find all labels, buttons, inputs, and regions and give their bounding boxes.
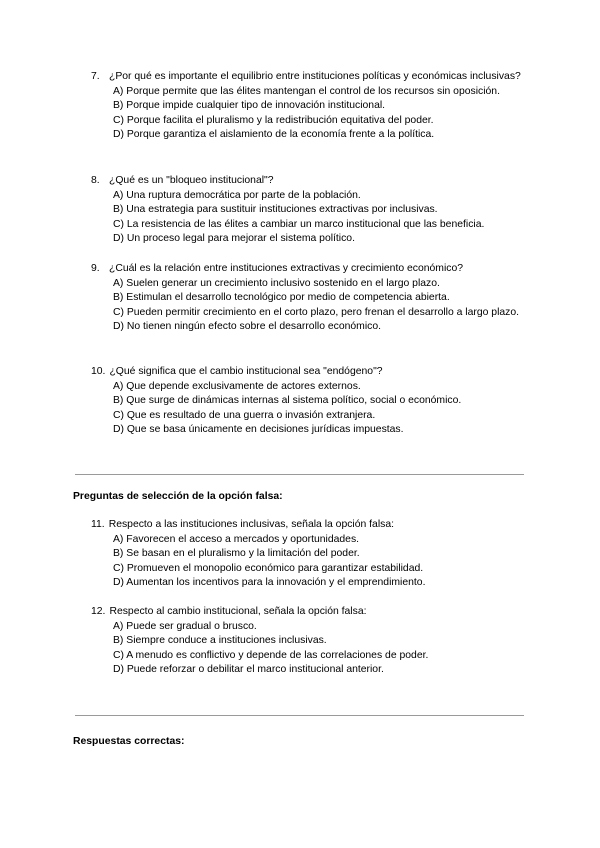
option-b: B) Porque impide cualquier tipo de innovación institucional.	[113, 100, 386, 112]
section-title-answers: Respuestas correctas:	[73, 736, 185, 747]
option-b: B) Siempre conduce a instituciones inclusivas.	[113, 635, 327, 647]
option-a: A) Porque permite que las élites mantengan el control de los recursos sin oposición.	[113, 85, 500, 97]
question-number: 7.	[91, 71, 100, 82]
question-text: ¿Cuál es la relación entre instituciones extractivas y crecimiento económico?	[109, 263, 464, 274]
question-stem	[91, 262, 531, 277]
question-number: 10.	[91, 366, 106, 377]
option-a: A) Suelen generar un crecimiento inclusivo sostenido en el largo plazo.	[113, 277, 440, 289]
option-a: A) Una ruptura democrática por parte de la población.	[113, 189, 361, 201]
question-stem	[91, 605, 531, 620]
question-text: Respecto al cambio institucional, señala la opción falsa:	[109, 606, 367, 617]
option-d: D) No tienen ningún efecto sobre el desarrollo económico.	[113, 321, 382, 333]
option-a: A) Que depende exclusivamente de actores externos.	[113, 380, 361, 392]
question-number: 11.	[91, 519, 105, 530]
question-number: 9.	[91, 263, 100, 274]
option-d: D) Un proceso legal para mejorar el sistema político.	[113, 233, 355, 245]
option-d: D) Que se basa únicamente en decisiones jurídicas impuestas.	[113, 424, 404, 436]
question-number: 8.	[91, 175, 100, 186]
section-title-false-option: Preguntas de selección de la opción falsa:	[73, 491, 283, 502]
option-b: B) Que surge de dinámicas internas al sistema político, social o económico.	[113, 395, 462, 407]
question-stem	[91, 518, 531, 533]
question-stem	[91, 70, 531, 85]
question-number: 12.	[91, 606, 106, 617]
option-d: D) Puede reforzar o debilitar el marco institucional anterior.	[113, 664, 384, 676]
option-b: B) Estimulan el desarrollo tecnológico por medio de competencia abierta.	[113, 292, 450, 304]
option-c: C) Promueven el monopolio económico para garantizar estabilidad.	[113, 562, 424, 574]
question-stem	[91, 365, 531, 380]
option-c: C) Que es resultado de una guerra o invasión extranjera.	[113, 409, 376, 421]
question-12	[91, 605, 531, 678]
question-11	[91, 518, 531, 591]
option-b: B) Se basan en el pluralismo y la limitación del poder.	[113, 548, 360, 560]
option-d: D) Aumentan los incentivos para la innovación y el emprendimiento.	[113, 577, 426, 589]
question-10	[91, 365, 531, 438]
question-text: ¿Qué es un "bloqueo institucional"?	[109, 175, 274, 186]
option-b: B) Una estrategia para sustituir instituciones extractivas por inclusivas.	[113, 204, 438, 216]
question-text: ¿Qué significa que el cambio institucional sea "endógeno"?	[109, 366, 383, 377]
question-8	[91, 174, 531, 247]
question-9	[91, 262, 531, 335]
option-c: C) A menudo es conflictivo y depende de las correlaciones de poder.	[113, 649, 429, 661]
question-text: Respecto a las instituciones inclusivas, señala la opción falsa:	[108, 519, 395, 530]
option-a: A) Puede ser gradual o brusco.	[113, 620, 257, 632]
option-d: D) Porque garantiza el aislamiento de la economía frente a la política.	[113, 129, 435, 141]
option-c: C) La resistencia de las élites a cambiar un marco institucional que las beneficia.	[113, 218, 485, 230]
section-divider	[75, 474, 524, 475]
option-c: C) Porque facilita el pluralismo y la redistribución equitativa del poder.	[113, 114, 434, 126]
question-text: ¿Por qué es importante el equilibrio entre instituciones políticas y económicas inclusivas?	[109, 71, 521, 82]
option-c: C) Pueden permitir crecimiento en el corto plazo, pero frenan el desarrollo a largo plazo.	[113, 306, 520, 318]
question-7	[91, 70, 531, 143]
question-stem	[91, 174, 531, 189]
section-divider	[75, 715, 524, 716]
option-a: A) Favorecen el acceso a mercados y oportunidades.	[113, 533, 360, 545]
